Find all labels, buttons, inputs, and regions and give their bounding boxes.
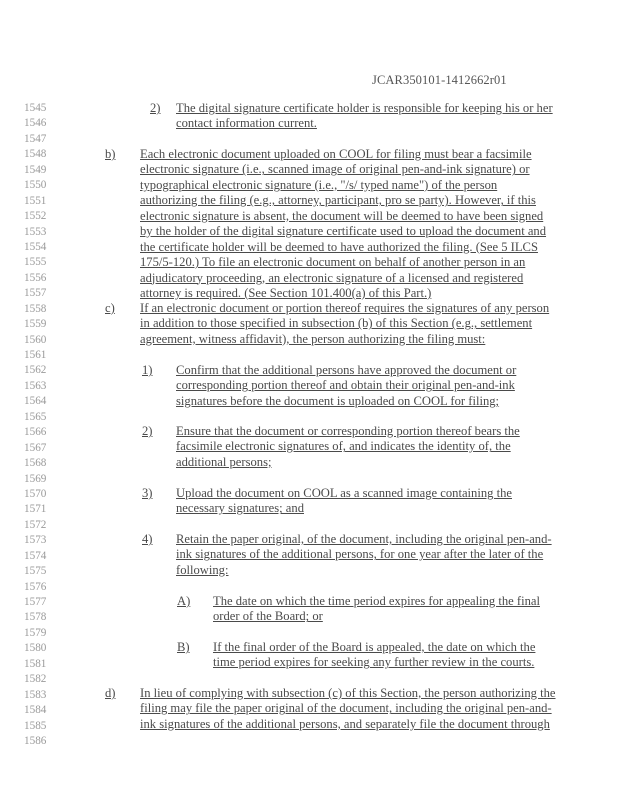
line-number: 1552 <box>24 210 47 223</box>
text-line: The digital signature certificate holder is responsible for keeping his or her <box>176 101 553 115</box>
text-line: necessary signatures; and <box>176 501 304 516</box>
line-number: 1562 <box>24 364 47 377</box>
line-number: 1583 <box>24 688 47 701</box>
text-line: time period expires for seeking any further review in the courts. <box>213 655 535 670</box>
item-text <box>176 532 552 578</box>
line-number: 1572 <box>24 518 47 531</box>
text-line: electronic signature is absent, the document will be deemed to have been signed <box>140 208 544 223</box>
text-line: Ensure that the document or corresponding portion thereof bears the <box>176 424 520 438</box>
line-number: 1555 <box>24 256 47 269</box>
line-number: 1551 <box>24 194 47 207</box>
item-text <box>176 486 512 517</box>
item-text <box>140 301 550 347</box>
item-label: 3) <box>142 486 153 500</box>
item-label: 4) <box>142 532 153 546</box>
text-line: agreement, witness affidavit), the person authorizing the filing must: <box>140 331 486 346</box>
text-line: order of the Board; or <box>213 609 323 624</box>
text-line: attorney is required. (See Section 101.400(a) of this Part.) <box>140 285 432 300</box>
text-line: ink signatures of the additional persons, and separately file the document through <box>140 716 550 731</box>
text-line: adjudicatory proceeding, an electronic signature of a licensed and registered <box>140 270 524 285</box>
item-label: A) <box>177 594 191 608</box>
line-number: 1549 <box>24 163 47 176</box>
line-number: 1571 <box>24 503 47 516</box>
item-label: b) <box>105 147 116 161</box>
text-line: electronic signature (i.e., scanned image of original pen-and-ink signature) or <box>140 162 530 177</box>
item-label: d) <box>105 686 116 700</box>
item-label: 2) <box>142 424 153 438</box>
text-line: If an electronic document or portion thereof requires the signatures of any person <box>140 301 550 315</box>
item-label: 2) <box>150 101 161 115</box>
text-line: 175/5-120.) To file an electronic document on behalf of another person in an <box>140 255 526 270</box>
line-number: 1578 <box>24 611 47 624</box>
line-number: 1564 <box>24 395 47 408</box>
text-line: contact information current. <box>176 116 317 131</box>
line-number-column <box>24 101 46 749</box>
item-label: c) <box>105 301 115 315</box>
line-number: 1563 <box>24 379 47 392</box>
text-line: the certificate holder will be deemed to have authorized the filing. (See 5 ILCS <box>140 239 538 254</box>
line-number: 1577 <box>24 596 47 608</box>
line-number: 1553 <box>24 225 47 238</box>
item-text <box>176 363 536 409</box>
text-line: ink signatures of the additional persons, for one year after the later of the <box>176 547 544 562</box>
text-line: The date on which the time period expires for appealing the final <box>213 594 540 608</box>
line-number: 1586 <box>24 734 47 747</box>
text-line: corresponding portion thereof and obtain their original pen-and-ink <box>176 378 515 393</box>
line-number: 1570 <box>24 487 47 500</box>
text-line: authorizing the filing (e.g., attorney, participant, pro se party). However, if this <box>140 193 536 208</box>
item-text <box>213 640 543 671</box>
line-number: 1558 <box>24 302 47 315</box>
text-line: following: <box>176 562 229 577</box>
item-text <box>213 594 540 625</box>
line-number: 1567 <box>24 441 47 454</box>
line-number: 1554 <box>24 240 47 253</box>
item-text <box>176 101 553 132</box>
line-number: 1545 <box>24 102 47 114</box>
text-line: additional persons; <box>176 454 272 469</box>
text-line: filing may file the paper original of the document, including the original pen-and- <box>140 701 552 716</box>
item-label: 1) <box>142 363 153 377</box>
line-number: 1568 <box>24 457 47 470</box>
line-number: 1574 <box>24 549 47 562</box>
item-label: B) <box>177 640 190 654</box>
line-number: 1556 <box>24 271 47 284</box>
line-number: 1565 <box>24 410 47 423</box>
line-number: 1547 <box>24 132 47 145</box>
line-number: 1576 <box>24 580 47 593</box>
text-line: by the holder of the digital signature certificate used to upload the document and <box>140 224 547 239</box>
text-line: in addition to those specified in subsection (b) of this Section (e.g., settlement <box>140 316 533 331</box>
text-line: Confirm that the additional persons have approved the document or <box>176 363 517 377</box>
line-number: 1546 <box>24 117 47 130</box>
line-number: 1579 <box>24 626 47 639</box>
line-number: 1557 <box>24 287 47 300</box>
line-number: 1582 <box>24 673 47 686</box>
line-number: 1584 <box>24 704 47 717</box>
text-line: Retain the paper original, of the document, including the original pen-and- <box>176 532 552 546</box>
line-number: 1580 <box>24 642 47 655</box>
text-line: facsimile electronic signatures of, and indicates the identity of, the <box>176 439 511 454</box>
item-text <box>140 147 547 301</box>
line-number: 1581 <box>24 657 47 670</box>
text-line: signatures before the document is uploaded on COOL for filing; <box>176 393 500 408</box>
line-number: 1566 <box>24 426 47 439</box>
line-number: 1560 <box>24 333 47 346</box>
text-line: typographical electronic signature (i.e., "/s/ typed name") of the person <box>140 177 498 192</box>
line-number: 1585 <box>24 719 47 732</box>
text-line: In lieu of complying with subsection (c) of this Section, the person authorizing the <box>140 686 556 700</box>
line-number: 1561 <box>24 349 47 361</box>
text-line: Upload the document on COOL as a scanned image containing the <box>176 486 512 500</box>
line-number: 1573 <box>24 534 47 547</box>
item-text <box>176 424 520 470</box>
text-line: If the final order of the Board is appealed, the date on which the <box>213 640 536 654</box>
line-number: 1569 <box>24 472 47 485</box>
line-number: 1559 <box>24 318 47 331</box>
line-number: 1550 <box>24 179 47 192</box>
text-line: Each electronic document uploaded on COOL for filing must bear a facsimile <box>140 147 532 161</box>
line-number: 1548 <box>24 148 47 161</box>
document-header: JCAR350101-1412662r01 <box>372 73 507 87</box>
line-number: 1575 <box>24 565 47 578</box>
item-text <box>140 686 556 732</box>
